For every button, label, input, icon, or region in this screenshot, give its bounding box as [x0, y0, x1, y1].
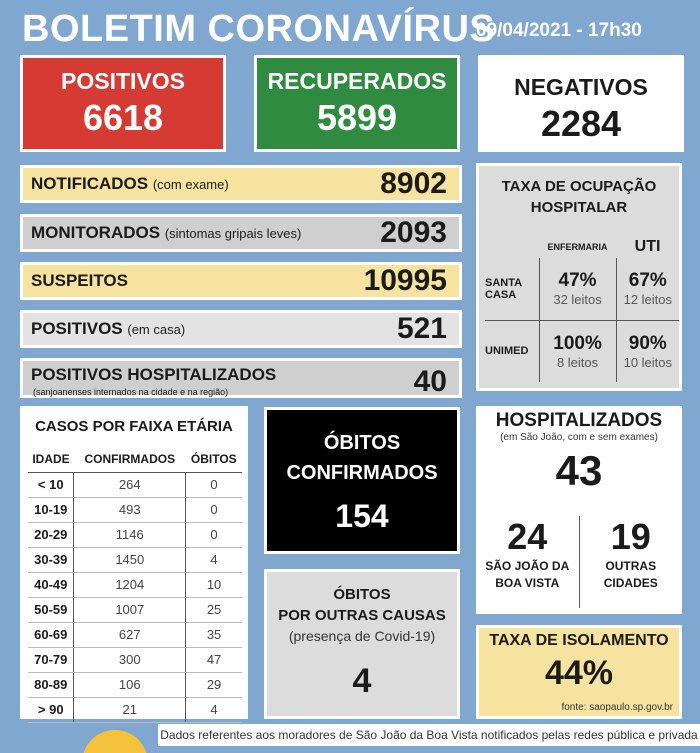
hospital-name: UNIMED	[485, 345, 529, 358]
obitos-line1: ÓBITOS	[323, 432, 401, 454]
hosp-outras	[579, 516, 683, 608]
monitorados-row	[20, 214, 462, 252]
age-confirmados: 1204	[74, 572, 186, 597]
page-title: BOLETIM CORONAVÍRUS	[22, 8, 496, 50]
hospitalizados-value: 43	[555, 447, 603, 494]
age-obitos: 4	[186, 697, 242, 722]
age-title: CASOS POR FAIXA ETÁRIA	[35, 418, 233, 435]
age-obitos: 0	[186, 522, 242, 547]
row-title: POSITIVOS	[31, 319, 123, 338]
age-row	[28, 522, 242, 547]
row-value: 2093	[380, 216, 447, 249]
age-obitos: 0	[186, 497, 242, 522]
hospitalizados-card	[476, 406, 682, 614]
row-label	[31, 223, 301, 243]
age-row	[28, 672, 242, 697]
occupancy-rate: 67%	[628, 270, 667, 292]
age-range: 60-69	[28, 622, 74, 647]
row-note: (sanjoanenses internados na cidade e na região)	[33, 387, 229, 397]
isolamento-source: fonte: saopaulo.sp.gov.br	[561, 702, 673, 713]
age-row	[28, 572, 242, 597]
recuperados-label: RECUPERADOS	[267, 68, 447, 94]
sun-logo	[82, 730, 148, 753]
positivos-hospitalizados-row	[20, 358, 462, 398]
age-obitos: 10	[186, 572, 242, 597]
outras-value: 4	[352, 662, 372, 700]
obitos-card	[264, 407, 460, 554]
row-value: 10995	[363, 264, 447, 297]
row-label	[31, 319, 185, 339]
age-row	[28, 622, 242, 647]
hosp-outras-l2: CIDADES	[603, 576, 658, 590]
occupancy-rate: 100%	[553, 332, 602, 354]
age-range: 30-39	[28, 547, 74, 572]
recuperados-card	[254, 55, 460, 152]
occupancy-cell	[616, 258, 679, 320]
negativos-value: 2284	[540, 103, 622, 144]
occupancy-beds: 10 leitos	[623, 354, 673, 370]
occupancy-panel	[476, 163, 682, 391]
col-enfermaria: ENFERMARIA	[547, 242, 608, 252]
age-obitos: 25	[186, 597, 242, 622]
age-table	[28, 446, 242, 723]
row-title: NOTIFICADOS	[31, 174, 149, 193]
row-title: MONITORADOS	[31, 223, 161, 242]
age-obitos: 29	[186, 672, 242, 697]
occupancy-rate: 47%	[558, 270, 597, 292]
row-label: POSITIVOS HOSPITALIZADOS	[31, 365, 277, 384]
occupancy-table	[485, 236, 679, 382]
age-range: 10-19	[28, 497, 74, 522]
age-range: < 10	[28, 472, 74, 497]
isolamento-value: 44%	[544, 654, 614, 692]
obitos-label	[267, 428, 457, 488]
age-range: 20-29	[28, 522, 74, 547]
age-panel	[20, 406, 248, 719]
occupancy-title: TAXA DE OCUPAÇÃO HOSPITALAR	[501, 178, 657, 216]
obitos-value: 154	[335, 498, 389, 534]
occupancy-rate: 90%	[628, 332, 667, 354]
age-row	[28, 497, 242, 522]
hosp-sao-joao	[476, 516, 579, 608]
age-obitos: 35	[186, 622, 242, 647]
hospital-name: SANTA CASA	[485, 258, 539, 320]
hospitalizados-sub: (em São João, com e sem exames)	[500, 432, 658, 443]
row-label	[31, 271, 128, 291]
row-label	[31, 174, 229, 194]
hosp-sao-joao-l1: SÃO JOÃO DA	[485, 559, 570, 573]
col-uti: UTI	[634, 238, 661, 255]
occupancy-beds: 32 leitos	[553, 292, 602, 308]
row-value: 40	[413, 365, 447, 398]
row-title: SUSPEITOS	[31, 271, 128, 290]
age-confirmados: 106	[74, 672, 186, 697]
age-range: 40-49	[28, 572, 74, 597]
negativos-card	[478, 55, 684, 152]
occupancy-cell	[539, 258, 616, 320]
occupancy-beds: 8 leitos	[556, 354, 599, 370]
hospitalizados-title: HOSPITALIZADOS	[495, 410, 663, 431]
outras-note: (presença de Covid-19)	[288, 628, 436, 644]
age-confirmados: 300	[74, 647, 186, 672]
hosp-sao-joao-l2: BOA VISTA	[495, 576, 560, 590]
outras-line1: ÓBITOS	[333, 586, 391, 603]
age-obitos: 4	[186, 547, 242, 572]
notificados-row	[20, 165, 462, 203]
age-confirmados: 1450	[74, 547, 186, 572]
hosp-outras-value: 19	[610, 516, 651, 557]
occupancy-cell	[616, 320, 679, 382]
age-row	[28, 647, 242, 672]
age-range: > 90	[28, 697, 74, 722]
age-confirmados: 493	[74, 497, 186, 522]
negativos-label: NEGATIVOS	[514, 74, 648, 100]
age-range: 50-59	[28, 597, 74, 622]
age-row	[28, 597, 242, 622]
age-range: 70-79	[28, 647, 74, 672]
age-header-obitos: ÓBITOS	[186, 446, 242, 472]
hospitalizados-split	[476, 516, 682, 608]
positivos-label: POSITIVOS	[61, 68, 185, 94]
age-row	[28, 697, 242, 722]
age-obitos: 47	[186, 647, 242, 672]
row-value: 8902	[380, 167, 447, 200]
row-note: (sintomas gripais leves)	[164, 226, 302, 241]
age-header-idade: IDADE	[28, 446, 74, 472]
positivos-value: 6618	[82, 97, 164, 138]
age-confirmados: 1146	[74, 522, 186, 547]
recuperados-value: 5899	[316, 97, 398, 138]
age-confirmados: 1007	[74, 597, 186, 622]
age-obitos: 0	[186, 472, 242, 497]
age-confirmados: 627	[74, 622, 186, 647]
footer-note: Dados referentes aos moradores de São João da Boa Vista notificados pelas redes pública e privada	[158, 724, 700, 746]
age-range: 80-89	[28, 672, 74, 697]
age-row	[28, 472, 242, 497]
hosp-sao-joao-value: 24	[507, 516, 548, 557]
row-value: 521	[396, 312, 447, 345]
age-row	[28, 547, 242, 572]
occupancy-cell	[539, 320, 616, 382]
row-note: (em casa)	[127, 322, 186, 337]
isolamento-title: TAXA DE ISOLAMENTO	[489, 632, 669, 649]
isolamento-card	[476, 625, 682, 719]
positivos-casa-row	[20, 310, 462, 348]
age-confirmados: 264	[74, 472, 186, 497]
header-empty	[485, 236, 539, 258]
age-header-confirmados: CONFIRMADOS	[74, 446, 186, 472]
hosp-outras-l1: OUTRAS	[605, 559, 657, 573]
obitos-line2: CONFIRMADOS	[286, 462, 438, 484]
row-note: (com exame)	[152, 177, 229, 192]
age-confirmados: 21	[74, 697, 186, 722]
suspeitos-row	[20, 262, 462, 300]
bulletin-date: 09/04/2021 - 17h30	[476, 20, 642, 41]
outras-line2: POR OUTRAS CAUSAS	[278, 607, 446, 624]
occupancy-beds: 12 leitos	[623, 292, 673, 308]
positivos-card	[20, 55, 226, 152]
outras-label	[267, 584, 457, 626]
outras-causas-card	[264, 569, 460, 719]
